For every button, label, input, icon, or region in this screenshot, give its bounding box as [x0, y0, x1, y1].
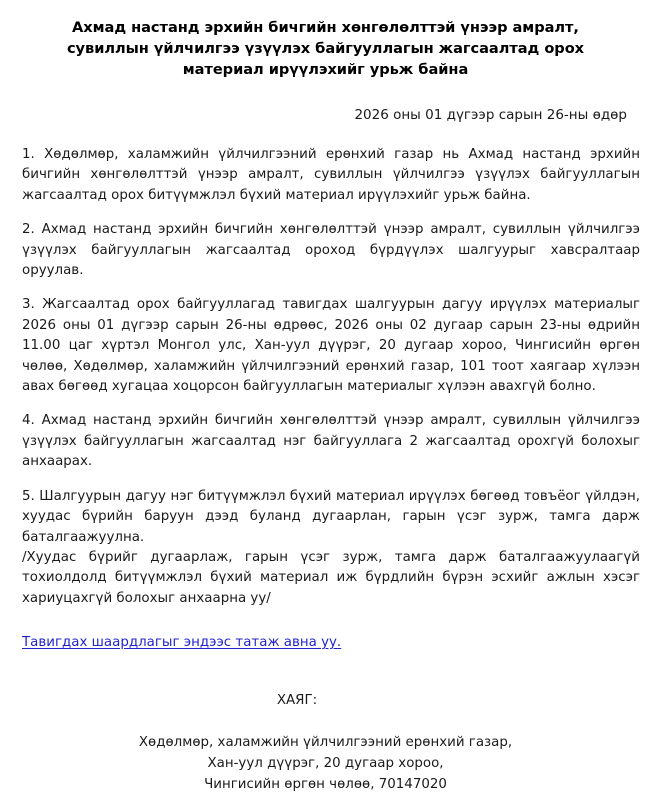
document-date: 2026 оны 01 дүгээр сарын 26-ны өдөр — [354, 107, 627, 123]
paragraph-1: 1. Хөдөлмөр, халамжийн үйлчилгээний ерөнхий газар нь Ахмад настанд эрхийн бичгийн хөнгөлөлттэй үнээр амралт, сувиллын үйлчилгээ үзүүлэх байгууллагын жагсаалтад орох битүүмжлэл бүхий материал ирүүлэхийг урьж байна. — [22, 147, 640, 203]
footer — [0, 653, 651, 795]
download-link-row — [0, 623, 651, 653]
document-body — [0, 145, 651, 609]
footer-address-heading: ХАЯГ: — [276, 693, 318, 709]
paragraph-5: 5. Шалгуурын дагуу нэг битүүмжлэл бүхий материал ирүүлэх бөгөөд товъёог үйлдэн, хуудас бүрийн баруун дээд буланд дугаарлан, гарын үсэг зурж, тамга дарж баталгаажуулна. — [22, 488, 640, 545]
footer-address-line-1: Хөдөлмөр, халамжийн үйлчилгээний ерөнхий газар, — [138, 735, 513, 751]
paragraph-4: 4. Ахмад настанд эрхийн бичгийн хөнгөлөлттэй үнээр амралт, сувиллын үйлчилгээ үзүүлэх байгууллагын жагсаалтад нэг байгууллага 2 жагсаалтад орохгүй болохыг анхаарах. — [22, 413, 640, 470]
paragraph-note: /Хуудас бүрийг дугаарлаж, гарын үсэг зурж, тамга дарж баталгаажуулаагүй тохиолдолд битүүмжлэл бүхий материал иж бүрдлийн бүрэн эсхийг ажлын хэсэг хариуцахгүй болохыг анхаарна уу/ — [22, 549, 640, 606]
footer-address-line-3: Чингисийн өргөн чөлөө, 70147020 — [204, 777, 447, 793]
paragraph-2: 2. Ахмад настанд эрхийн бичгийн хөнгөлөлттэй үнээр амралт, сувиллын үйлчилгээ үзүүлэх байгууллагын жагсаалтад ороход бүрдүүлэх шалгуурыг хавсралтаар оруулав. — [22, 222, 640, 279]
footer-address — [0, 711, 651, 795]
footer-address-line-2: Хан-уул дүүрэг, 20 дугаар хороо, — [207, 756, 444, 772]
page-title: Ахмад настанд эрхийн бичгийн хөнгөлөлттэй үнээр амралт, сувиллын үйлчилгээ үзүүлэх байгууллагын жагсаалтад орох материал ирүүлэхийг урьж байна — [66, 19, 585, 78]
download-requirements-link[interactable]: Тавигдах шаардлагыг эндээс татаж авна уу. — [22, 635, 342, 651]
paragraph-3: 3. Жагсаалтад орох байгууллагад тавигдах шалгуурын дагуу ирүүлэх материалыг 2026 оны 01 дүгээр сарын 26-ны өдрөөс, 2026 оны 02 дугаар сарын 23-ны өдрийн 11.00 цаг хүртэл Монгол улс, Хан-уул дүүрэг, 20 дугаар хороо, Чингисийн өргөн чөлөө, Хөдөлмөр, халамжийн үйлчилгээний ерөнхий газар, 101 тоот хаягаар хүлээн авах бөгөөд хугацаа хоцорсон байгууллагын материалыг хүлээн авахгүй болно. — [22, 297, 640, 395]
